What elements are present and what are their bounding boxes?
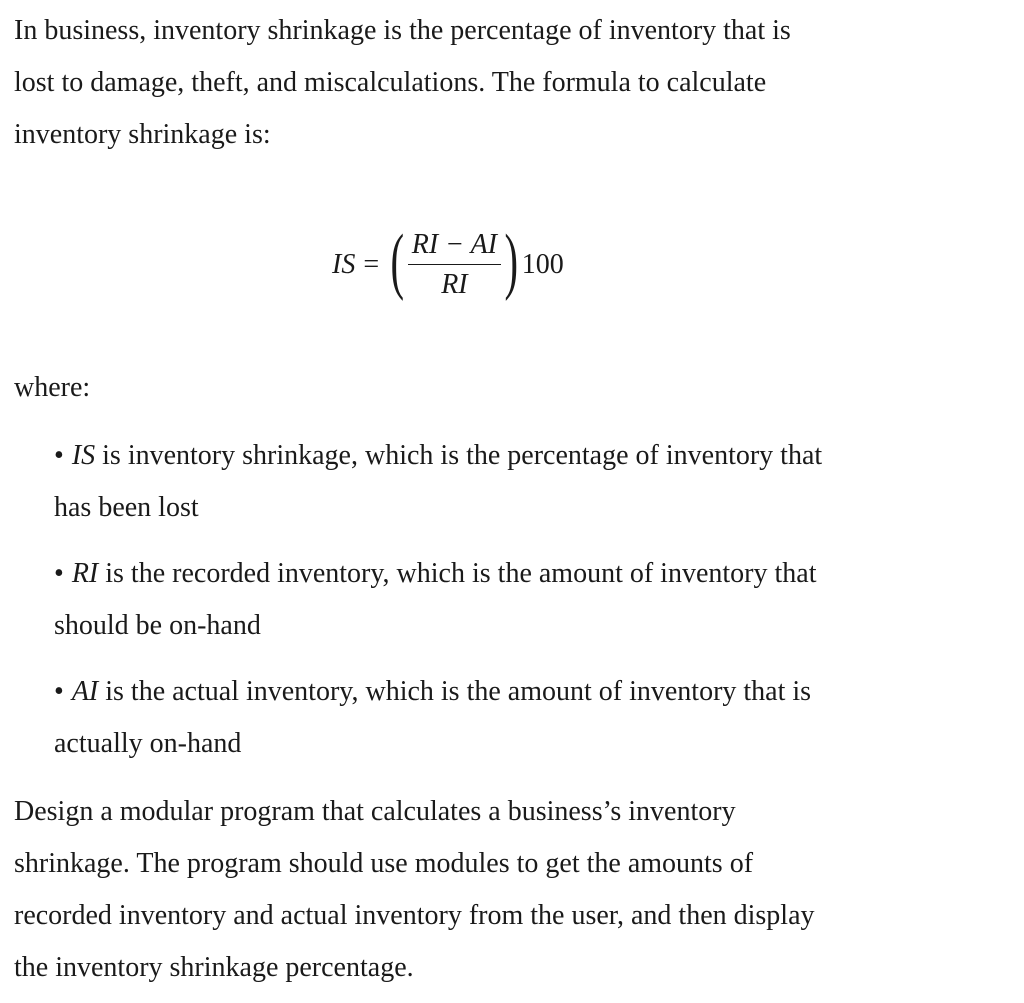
closing-line-3: recorded inventory and actual inventory from the user, and then display	[14, 900, 815, 931]
formula-lhs: IS	[332, 249, 356, 280]
bullet-dot: •	[54, 676, 64, 707]
closing-paragraph	[14, 786, 1014, 994]
list-item	[54, 548, 1014, 652]
formula-multiplier: 100	[521, 249, 564, 280]
where-label: where:	[14, 372, 91, 403]
bullet-variable: IS	[71, 440, 96, 471]
formula-equals: =	[363, 249, 380, 280]
bullet-line-2: actually on-hand	[54, 728, 242, 759]
bullet-variable: RI	[71, 558, 99, 589]
closing-line-2: shrinkage. The program should use modules to get the amounts of	[14, 848, 754, 879]
intro-line-3: inventory shrinkage is:	[14, 119, 271, 150]
formula-numerator: RI − AI	[408, 228, 501, 265]
intro-line-1: In business, inventory shrinkage is the percentage of inventory that is	[14, 15, 791, 46]
bullet-line-2: has been lost	[54, 492, 199, 523]
formula-denominator: RI	[441, 268, 468, 300]
bullet-line-1: is the actual inventory, which is the amount of inventory that is	[98, 676, 812, 707]
shrinkage-formula	[332, 220, 564, 310]
bullet-line-1: is the recorded inventory, which is the amount of inventory that	[98, 558, 817, 589]
bullet-variable: AI	[71, 676, 99, 707]
list-item	[54, 430, 1014, 534]
closing-line-4: the inventory shrinkage percentage.	[14, 952, 414, 983]
closing-line-1: Design a modular program that calculates a business’s inventory	[14, 796, 736, 827]
bullet-dot: •	[54, 440, 64, 471]
bullet-dot: •	[54, 558, 64, 589]
intro-line-2: lost to damage, theft, and miscalculations. The formula to calculate	[14, 67, 767, 98]
list-item	[54, 666, 1014, 770]
formula-open-paren: (	[390, 220, 405, 302]
intro-paragraph	[14, 5, 1004, 161]
bullet-line-1: is inventory shrinkage, which is the percentage of inventory that	[95, 440, 823, 471]
formula-close-paren: )	[504, 220, 519, 302]
bullet-line-2: should be on-hand	[54, 610, 261, 641]
variable-definitions-list	[54, 430, 1014, 784]
formula-fraction	[408, 228, 501, 303]
